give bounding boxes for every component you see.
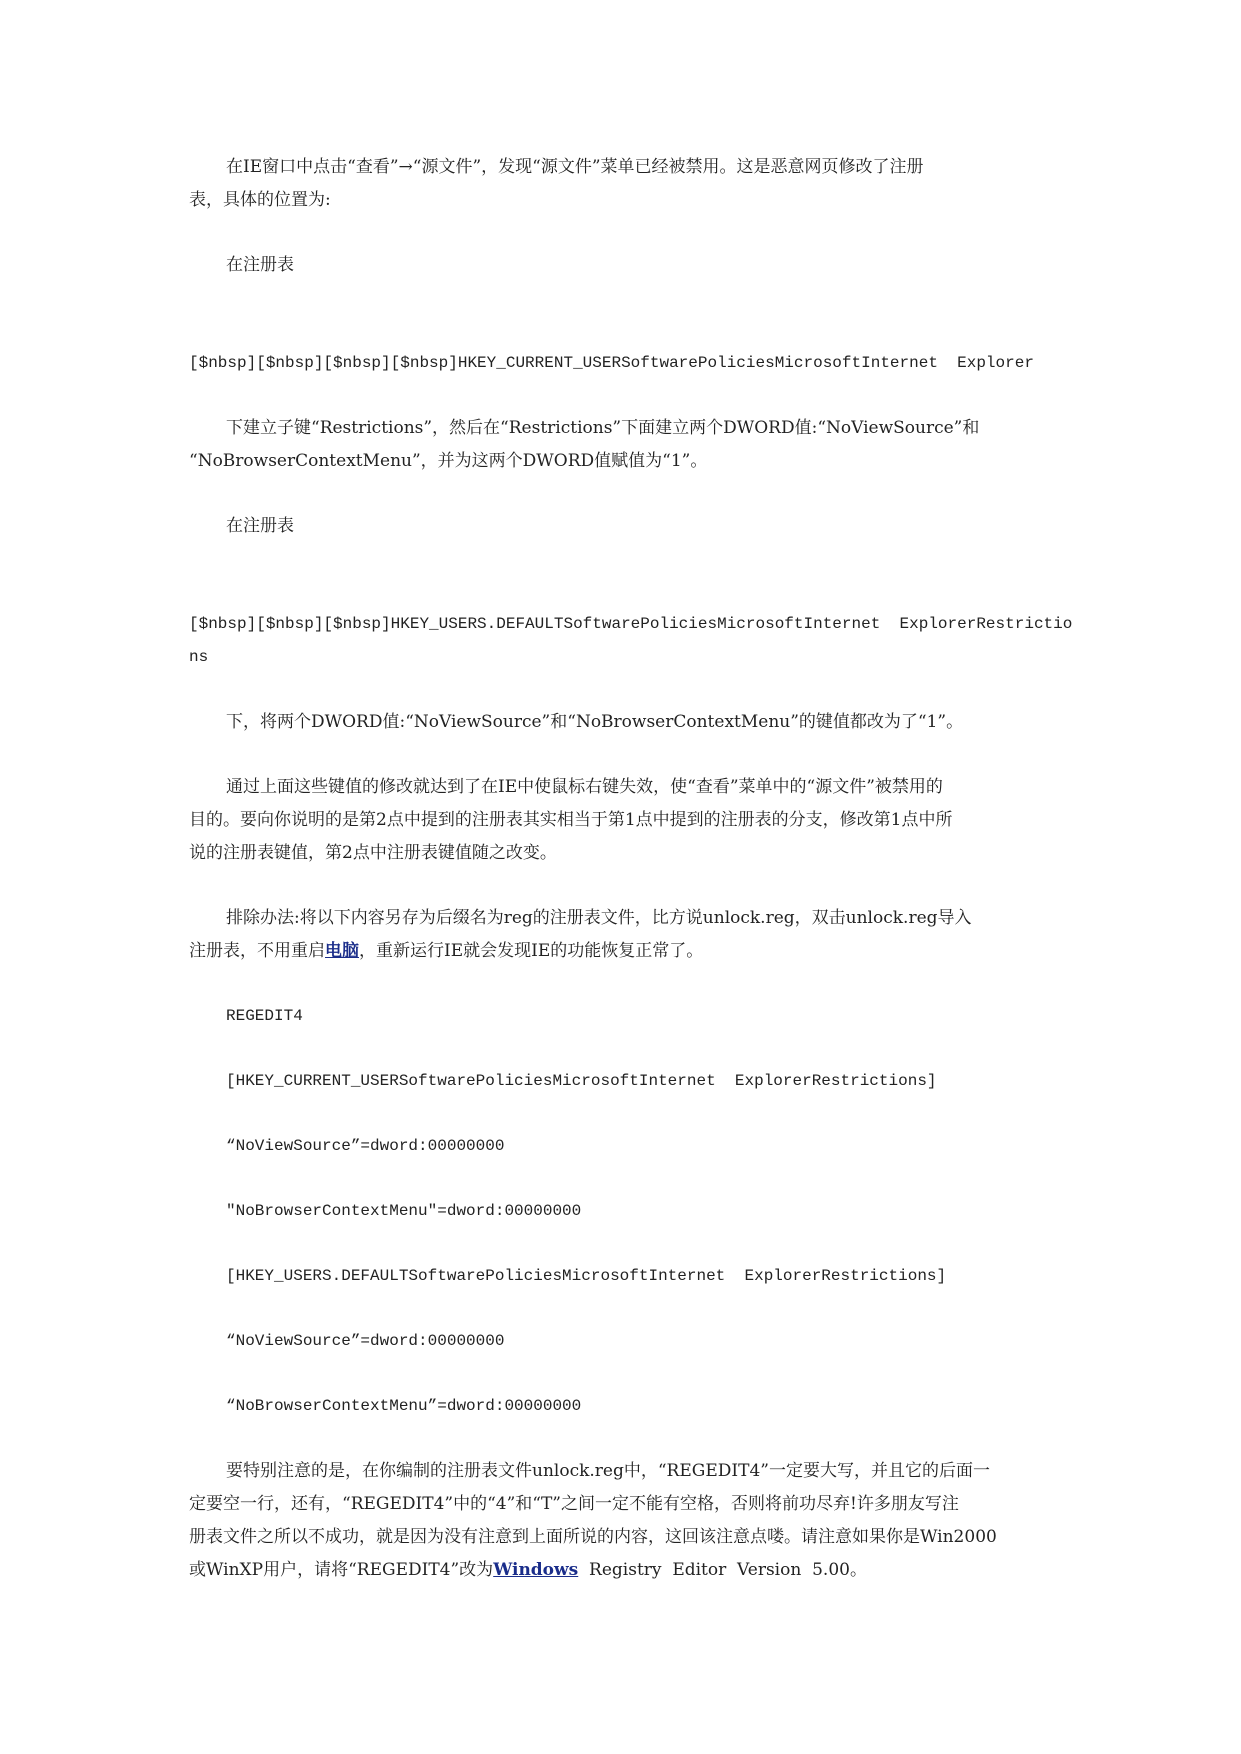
paragraph-line: 下，将两个DWORD值:“NoViewSource”和“NoBrowserContextMenu”的键值都改为了“1”。	[226, 712, 964, 732]
paragraph-line: 在注册表	[226, 516, 294, 536]
registry-path-line: [$nbsp][$nbsp][$nbsp][$nbsp]HKEY_CURRENT_USERSoftwarePoliciesMicrosoftInternet Explorer	[189, 354, 1034, 372]
paragraph-line: 在注册表	[226, 255, 294, 275]
paragraph-line: 说的注册表键值，第2点中注册表键值随之改变。	[189, 843, 557, 863]
registry-code-line: “NoViewSource”=dword:00000000	[226, 1137, 505, 1155]
registry-code-line: [HKEY_USERS.DEFAULTSoftwarePoliciesMicrosoftInternet ExplorerRestrictions]	[226, 1267, 947, 1285]
paragraph-text: Registry Editor Version 5.00。	[578, 1560, 867, 1580]
computer-link[interactable]: 电脑	[325, 941, 359, 961]
paragraph-text: ，重新运行IE就会发现IE的功能恢复正常了。	[359, 941, 704, 961]
windows-link[interactable]: Windows	[493, 1560, 579, 1580]
paragraph-line: “NoBrowserContextMenu”，并为这两个DWORD值赋值为“1”。	[189, 451, 708, 471]
paragraph-text: 或WinXP用户，请将“REGEDIT4”改为	[189, 1560, 494, 1580]
registry-code-line: “NoBrowserContextMenu”=dword:00000000	[226, 1397, 582, 1415]
paragraph-line: 要特别注意的是，在你编制的注册表文件unlock.reg中，“REGEDIT4”一定要大写，并且它的后面一	[226, 1461, 990, 1481]
registry-code-line: “NoViewSource”=dword:00000000	[226, 1332, 505, 1350]
paragraph-line: 表，具体的位置为:	[189, 190, 331, 210]
paragraph-line: 下建立子键“Restrictions”，然后在“Restrictions”下面建立两个DWORD值:“NoViewSource”和	[226, 418, 980, 438]
paragraph-line: 目的。要向你说明的是第2点中提到的注册表其实相当于第1点中提到的注册表的分支，修改第1点中所	[189, 810, 953, 830]
paragraph-line	[189, 1559, 867, 1581]
paragraph-line: 通过上面这些键值的修改就达到了在IE中使鼠标右键失效，使“查看”菜单中的“源文件”被禁用的	[226, 777, 943, 797]
registry-path-line: [$nbsp][$nbsp][$nbsp]HKEY_USERS.DEFAULTSoftwarePoliciesMicrosoftInternet ExplorerRestrictio	[189, 615, 1073, 633]
registry-code-line: REGEDIT4	[226, 1007, 303, 1025]
paragraph-line: 册表文件之所以不成功，就是因为没有注意到上面所说的内容，这回该注意点喽。请注意如果你是Win2000	[189, 1527, 997, 1547]
paragraph-line	[189, 940, 703, 962]
registry-path-line: ns	[189, 648, 209, 666]
paragraph-line: 定要空一行，还有，“REGEDIT4”中的“4”和“T”之间一定不能有空格，否则将前功尽弃!许多朋友写注	[189, 1494, 959, 1514]
paragraph-line: 在IE窗口中点击“查看”→“源文件”，发现“源文件”菜单已经被禁用。这是恶意网页修改了注册	[226, 157, 924, 177]
registry-code-line: [HKEY_CURRENT_USERSoftwarePoliciesMicrosoftInternet ExplorerRestrictions]	[226, 1072, 937, 1090]
paragraph-text: 注册表，不用重启	[189, 941, 325, 961]
registry-code-line: "NoBrowserContextMenu"=dword:00000000	[226, 1202, 582, 1220]
paragraph-line: 排除办法:将以下内容另存为后缀名为reg的注册表文件，比方说unlock.reg，双击unlock.reg导入	[226, 908, 972, 928]
